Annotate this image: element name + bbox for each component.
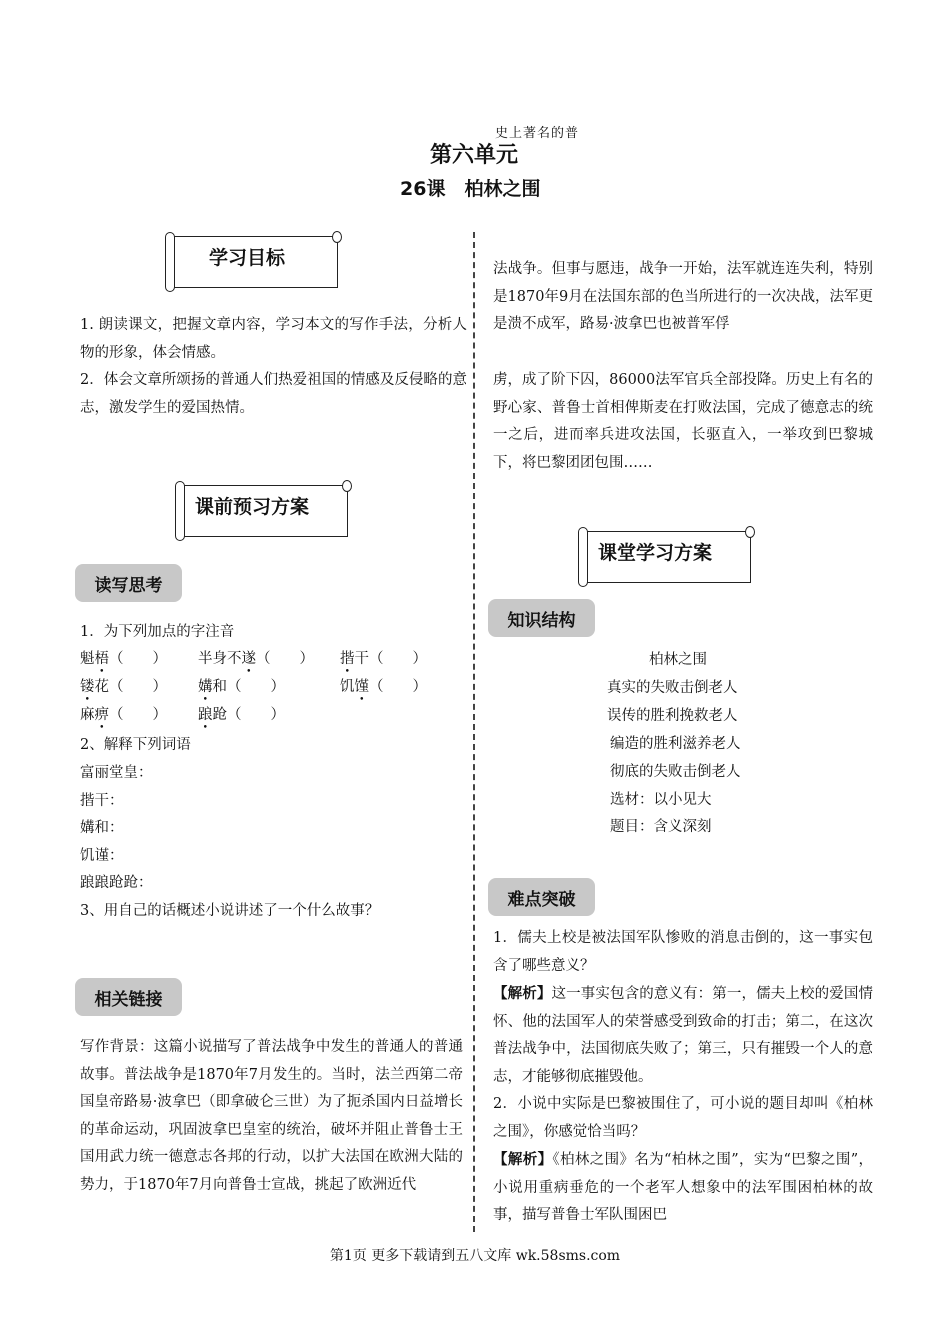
class-banner	[583, 531, 751, 583]
word-item: 踉踉跄跄：	[80, 875, 153, 891]
goals-banner-label: 学习目标	[209, 247, 286, 269]
pinyin-item: 踉跄（ ）	[198, 707, 285, 723]
class-banner-label: 课堂学习方案	[598, 542, 713, 564]
stray-header-text: 史上著名的普	[495, 126, 580, 141]
background-continued-2: 虏，成了阶下囚，86000法军官兵全部投降。历史上有名的野心家、普鲁士首相俾斯麦在打败法国，完成了德意志的统一之后，进而率兵进攻法国，长驱直入，一举攻到巴黎城下，将巴黎团团包围……	[493, 372, 873, 471]
column-divider	[473, 232, 475, 1232]
tag-links: 相关链接	[75, 978, 182, 1016]
word-item: 媾和：	[80, 820, 124, 836]
goals-banner	[170, 236, 338, 288]
tag-structure: 知识结构	[488, 599, 595, 637]
pinyin-item: 魁梧（ ）	[80, 651, 167, 667]
background-continued-1: 法战争。但事与愿违，战争一开始，法军就连连失利，特别是1870年9月在法国东部的色当所进行的一次决战，法军更是溃不成军，路易·波拿巴也被普军俘	[493, 261, 873, 332]
difficulty-question-2: 2．小说中实际是巴黎被围住了，可小说的题目却叫《柏林之围》，你感觉恰当吗？	[493, 1096, 873, 1140]
tag-read-write: 读写思考	[75, 564, 182, 602]
unit-title: 第六单元	[430, 143, 519, 168]
pinyin-item: 饥馑（ ）	[340, 679, 427, 695]
structure-item: 编造的胜利滋养老人	[610, 736, 741, 752]
tag-difficulty: 难点突破	[488, 878, 595, 916]
pinyin-item: 镂花（ ）	[80, 679, 167, 695]
structure-item: 误传的胜利挽救老人	[607, 708, 738, 724]
goals-item-2: 2．体会文章所颂扬的普通人们热爱祖国的情感及反侵略的意志，激发学生的爱国热情。	[80, 372, 467, 416]
question-1: 1．为下列加点的字注音	[80, 624, 235, 640]
structure-item: 彻底的失败击倒老人	[610, 764, 741, 780]
pinyin-item: 揩干（ ）	[340, 651, 427, 667]
goals-item-1: 1. 朗读课文，把握文章内容，学习本文的写作手法，分析人物的形象，体会情感。	[80, 317, 467, 361]
answer-label: 【解析】	[493, 1151, 553, 1168]
preview-banner	[180, 485, 348, 537]
difficulty-answer-1	[493, 980, 873, 1091]
structure-item: 真实的失败击倒老人	[607, 680, 738, 696]
difficulty-answer-2	[493, 1146, 873, 1230]
answer-text: 这一事实包含的意义有：第一，儒夫上校的爱国情怀、他的法国军人的荣誉感受到致命的打击；第二，在这次普法战争中，法国彻底失败了；第三，只有摧毁一个人的意志，才能够彻底摧毁他。	[493, 986, 874, 1085]
answer-text: 《柏林之围》名为“柏林之围”，实为“巴黎之围”，小说用重病垂危的一个老军人想象中的法军围困柏林的故事，描写普鲁士军队围困巴	[493, 1152, 873, 1223]
pinyin-item: 媾和（ ）	[198, 679, 285, 695]
word-item: 富丽堂皇：	[80, 765, 153, 781]
answer-label: 【解析】	[493, 985, 552, 1002]
word-item: 揩干：	[80, 793, 124, 809]
structure-item: 题目：含义深刻	[610, 819, 712, 835]
pinyin-item: 麻痹（ ）	[80, 707, 167, 723]
preview-banner-label: 课前预习方案	[195, 496, 310, 518]
lesson-title: 26课 柏林之围	[400, 178, 541, 200]
page-footer: 第1页 更多下载请到五八文库 wk.58sms.com	[329, 1248, 621, 1264]
structure-item: 柏林之围	[649, 652, 707, 668]
background-paragraph: 写作背景：这篇小说描写了普法战争中发生的普通人的普通故事。普法战争是1870年7月发生的。当时，法兰西第二帝国皇帝路易·波拿巴（即拿破仑三世）为了扼杀国内日益增长的革命运动，巩固波拿巴皇室的统治，破坏并阻止普鲁士王国用武力统一德意志各邦的行动，以扩大法国在欧洲大陆的势力，于1870年7月向普鲁士宣战，挑起了欧洲近代	[80, 1039, 463, 1193]
question-2: 2、解释下列词语	[80, 737, 191, 753]
word-item: 饥谨：	[80, 848, 124, 864]
question-3: 3、用自己的话概述小说讲述了一个什么故事？	[80, 903, 380, 919]
difficulty-question-1: 1．儒夫上校是被法国军队惨败的消息击倒的，这一事实包含了哪些意义？	[493, 930, 873, 974]
structure-item: 选材：以小见大	[610, 792, 712, 808]
pinyin-item: 半身不遂（ ）	[198, 651, 314, 667]
